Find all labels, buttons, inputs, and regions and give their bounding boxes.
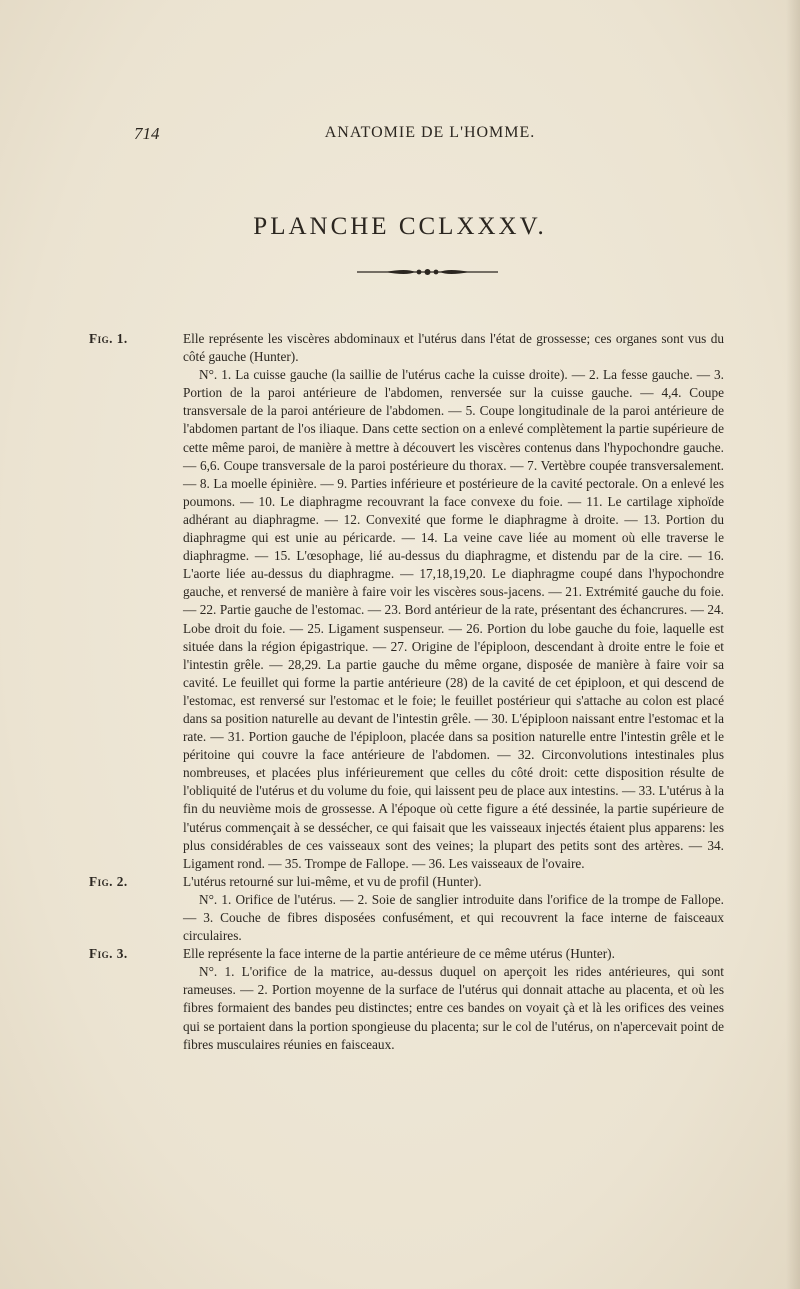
figure-entry-2 (89, 873, 724, 945)
plate-title: PLANCHE CCLXXXV. (253, 212, 547, 240)
figure-description: Elle représente la face interne de la partie antérieure de ce même utérus (Hunter). (183, 946, 615, 962)
figure-heading (89, 873, 724, 891)
figure-legend-text: N°. 1. La cuisse gauche (la saillie de l'utérus cache la cuisse droite). — 2. La fesse gauche. — 3. Portion de la paroi antérieure de l'abdomen, renversée sur la cuisse gauche. — 4,4. Coupe transversale de la paroi antérieure de l'abdomen. — 5. Coupe longitudinale de la paroi antérieure de l'abdomen partant de l'os iliaque. Dans cette section on a enlevé complètement la partie supérieure de cette même paroi, de manière à mettre à découvert les viscères contenus dans l'hypochondre gauche. — 6,6. Coupe transversale de la paroi postérieure du thorax. — 7. Vertèbre coupée transversalement. — 8. La moelle épinière. — 9. Parties inférieure et postérieure de la cavité pectorale. On a enlevé les poumons. — 10. Le diaphragme recouvrant la face convexe du foie. — 11. Le cartilage xiphoïde adhérant au diaphragme. — 12. Convexité que forme le diaphragme à droite. — 13. Portion du diaphragme qui est unie au péricarde. — 14. La veine cave liée au moment où elle traverse le diaphragme. — 15. L'œsophage, lié au-dessus du diaphragme, et distendu par de la cire. — 16. L'aorte liée au-dessus du diaphragme. — 17,18,19,20. Le diaphragme coupé dans l'hypochondre gauche, et renversé de manière à faire voir les viscères sous-jacens. — 21. Extrémité gauche du foie. — 22. Partie gauche de l'estomac. — 23. Bord antérieur de la rate, présentant des échancrures. — 24. Lobe droit du foie. — 25. Ligament suspenseur. — 26. Portion du lobe gauche du foie, laquelle est située dans la région épigastrique. — 27. Origine de l'épiploon, descendant à droite entre le foie et l'intestin grêle. — 28,29. La partie gauche du même organe, disposée de manière à faire voir sa cavité. Le feuillet qui forme la partie antérieure (28) de la cavité de cet épiploon, et qui descend de l'estomac, est renversé sur l'estomac et le foie; le feuillet postérieur qui s'attache au colon est placé dans sa position naturelle au devant de l'intestin grêle. — 30. L'épiploon naissant entre l'estomac et la rate. — 31. Portion gauche de l'épiploon, placée dans sa position naturelle entre l'intestin grêle et le péritoine qui couvre la face antérieure de l'abdomen. — 32. Circonvolutions intestinales plus nombreuses, et placées plus inférieurement que celles du côté droit: cette disposition résulte de l'obliquité de l'utérus et du volume du foie, qui laissent peu de place aux intestins. — 33. L'utérus à la fin du neuvième mois de grossesse. A l'époque où cette figure a été dessinée, la partie supérieure de l'utérus commençait à se dessécher, ce qui faisait que les vaisseaux injectés étaient plus apparens: les plus considérables de ces vaisseaux sont des veines; la plupart des petits sont des artères. — 34. Ligament rond. — 35. Trompe de Fallope. — 36. Les vaisseaux de l'ovaire. (183, 367, 724, 871)
figure-entry-1 (89, 330, 724, 873)
figure-descriptions (89, 330, 724, 1054)
figure-entry-3 (89, 945, 724, 1054)
figure-description: Elle représente les viscères abdominaux et l'utérus dans l'état de grossesse; ces organes sont vus du côté gauche (Hunter). (183, 331, 724, 365)
page-header (134, 124, 726, 148)
running-title: ANATOMIE DE L'HOMME. (324, 124, 536, 141)
figure-heading (89, 330, 724, 366)
figure-label: Fig. 1. (89, 331, 128, 346)
page-edge-shadow (786, 0, 800, 1289)
page-number: 714 (134, 124, 160, 143)
figure-legend-text: N°. 1. Orifice de l'utérus. — 2. Soie de sanglier introduite dans l'orifice de la trompe de Fallope. — 3. Couche de fibres disposées confusément, et qui recouvrent la face interne de faisceaux circulaires. (183, 891, 724, 944)
figure-label: Fig. 3. (89, 946, 128, 962)
divider-ornament (355, 262, 500, 282)
figure-label: Fig. 2. (89, 873, 128, 889)
figure-description: L'utérus retourné sur lui-même, et vu de profil (Hunter). (183, 873, 482, 889)
figure-legend-text: N°. 1. L'orifice de la matrice, au-dessus duquel on aperçoit les rides antérieures, qui sont rameuses. — 2. Portion moyenne de la surface de l'utérus qui donnait attache au placenta, et où les fibres formaient des bandes peu distinctes; entre ces bandes on voyait çà et là les orifices des veines qui se portaient dans la portion spongieuse du placenta; sur le col de l'utérus, on n'apercevait point de fibres musculaires réunies en faisceaux. (183, 964, 724, 1052)
figure-heading (89, 945, 724, 963)
